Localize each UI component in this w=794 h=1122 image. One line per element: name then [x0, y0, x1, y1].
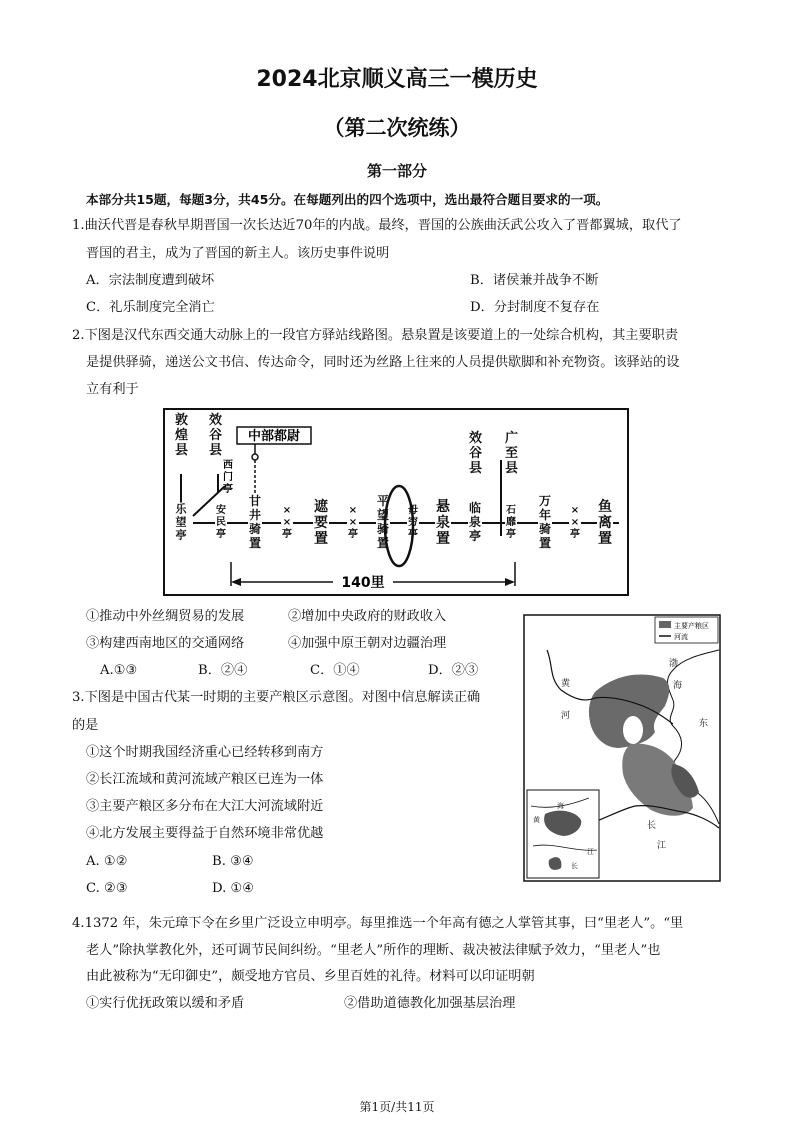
map-label-5: 长: [647, 821, 657, 831]
q2-choice-4: ④加强中原王朝对边疆治理: [288, 636, 447, 651]
q1-stem-line2: 晋国的君主，成为了晋国的新主人。该历史事件说明: [86, 246, 390, 261]
q3-choice-3: ③主要产粮区多分布在大江大河流域附近: [86, 799, 324, 814]
station-11: 万年骑置: [538, 494, 552, 550]
inset-label-3: 江: [587, 848, 594, 856]
grain-area-map: [523, 614, 721, 882]
q4-stem-line2: 老人”除执掌教化外，还可调节民间纠纷。“里老人”所作的理断、裁决被法律赋予效力，“里老人”也: [86, 943, 661, 958]
q3-choice-1: ①这个时期我国经济重心已经转移到南方: [86, 745, 324, 760]
inset-label-1: 海: [557, 802, 564, 810]
station-13: 鱼离置: [598, 499, 612, 547]
station-9: 临泉亭: [468, 501, 482, 543]
q2-stem-line2: 是提供驿骑，递送公文书信、传达命令，同时还为丝路上往来的人员提供歇脚和补充物资。该驿站的设: [86, 355, 680, 370]
label-ximen: 西门亭: [223, 460, 233, 495]
q2-option-d: D．②③: [428, 663, 479, 678]
q3-stem-line1: 3.下图是中国古代某一时期的主要产粮区示意图。对图中信息解读正确: [72, 690, 481, 705]
diagram-frame: [164, 409, 628, 595]
map-label-4: 东: [699, 719, 709, 729]
q2-option-a: A.①③: [100, 663, 138, 678]
inset-label-2: 长: [571, 862, 578, 870]
distance-label: 140里: [341, 575, 385, 591]
instructions: 本部分共15题，每题3分，共45分。在每题列出的四个选项中，选出最符合题目要求的一项。: [86, 192, 609, 207]
q2-option-b: B．②④: [198, 663, 248, 678]
legend-river-label: 河流: [674, 633, 688, 641]
map-label-1: 河: [561, 711, 571, 721]
page-footer: 第1页/共11页: [359, 1100, 435, 1114]
map-label-0: 黄: [561, 679, 571, 689]
map-label-6: 江: [657, 841, 667, 851]
q3-choice-4: ④北方发展主要得益于自然环境非常优越: [86, 826, 324, 841]
q2-stem-line1: 2.下图是汉代东西交通大动脉上的一段官方驿站线路图。悬泉置是该要道上的一处综合机构，其主要职责: [72, 328, 679, 343]
station-12: × ×亭: [570, 505, 580, 540]
q3-option-a: A. ①②: [86, 854, 128, 869]
map-label-2: 渤: [669, 659, 679, 669]
station-5: × ×亭: [348, 505, 358, 540]
station-0: 乐望亭: [175, 502, 187, 542]
page-title: 2024北京顺义高三一模历史: [256, 67, 538, 92]
q3-choice-2: ②长江流域和黄河流域产粮区已连为一体: [86, 772, 324, 787]
legend-area-label: 主要产粮区: [674, 622, 709, 630]
q3-option-d: D. ①④: [212, 881, 255, 896]
q1-stem-line1: 1.曲沃代晋是春秋早期晋国一次长达近70年的内战。最终，晋国的公族曲沃武公攻入了晋都翼城，取代了: [72, 218, 682, 233]
station-2: 甘井骑置: [248, 494, 262, 550]
q4-stem-line1: 4.1372 年，朱元璋下令在乡里广泛设立申明亭。每里推选一个年高有德之人掌管其事，曰“里老人”。“里: [72, 916, 684, 931]
label-xiaogu-west: 效谷县: [209, 413, 223, 458]
station-route-diagram: [163, 408, 629, 596]
q1-option-c: C．礼乐制度完全消亡: [86, 300, 215, 315]
label-dunhuang: 敦煌县: [175, 413, 189, 458]
q2-option-c: C．①④: [310, 663, 360, 678]
q4-stem-line3: 由此被称为“无印御史”，颇受地方官员、乡里百姓的礼待。材料可以印证明朝: [86, 969, 535, 984]
q4-choice-1: ①实行优抚政策以缓和矛盾: [86, 996, 245, 1011]
q2-stem-line3: 立有利于: [86, 382, 139, 397]
station-3: × ×亭: [282, 505, 292, 540]
q2-choice-2: ②增加中央政府的财政收入: [288, 609, 447, 624]
station-8: 悬泉置: [436, 499, 450, 547]
station-7: 毋穷亭: [408, 505, 418, 540]
part-heading: 第一部分: [366, 162, 427, 180]
q1-option-d: D．分封制度不复存在: [470, 300, 600, 315]
q3-stem-line2: 的是: [72, 718, 99, 733]
map-label-3: 海: [673, 681, 683, 691]
q1-option-b: B．诸侯兼并战争不断: [470, 273, 599, 288]
q3-option-c: C. ②③: [86, 881, 128, 896]
station-6: 平望骑置: [376, 494, 390, 550]
q2-choice-1: ①推动中外丝绸贸易的发展: [86, 609, 245, 624]
q1-option-a: A．宗法制度遭到破坏: [86, 273, 215, 288]
station-1: 安民亭: [216, 505, 226, 540]
inset-label-0: 黄: [533, 816, 540, 824]
page-subtitle: （第二次统练）: [323, 116, 471, 140]
q2-choice-3: ③构建西南地区的交通网络: [86, 636, 245, 651]
q3-option-b: B. ③④: [212, 854, 254, 869]
label-guangzhi: 广至县: [505, 431, 519, 476]
station-4: 遮要置: [314, 499, 328, 547]
label-zhongbu-duwei: 中部都尉: [247, 429, 301, 444]
label-xiaogu-east: 效谷县: [469, 431, 483, 476]
legend-area-swatch: [659, 621, 671, 628]
station-10: 石靡亭: [506, 505, 516, 540]
q4-choice-2: ②借助道德教化加强基层治理: [344, 996, 516, 1011]
